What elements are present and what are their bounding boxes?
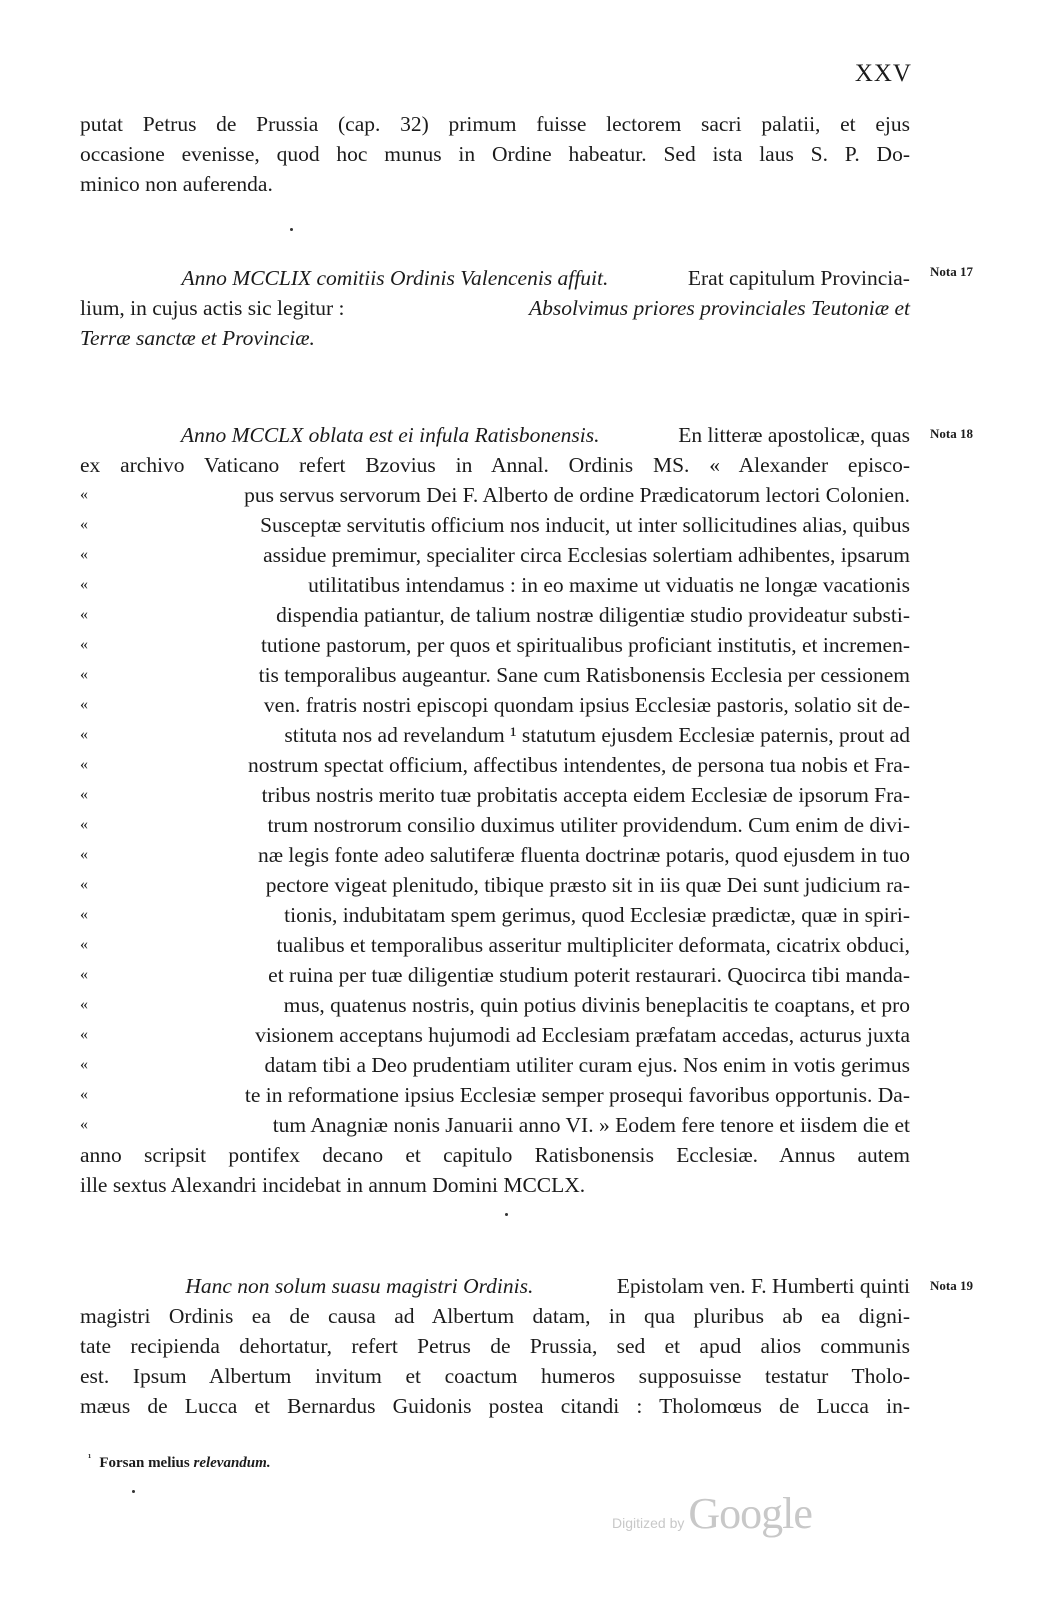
ink-speck — [505, 1213, 508, 1216]
text-run: Erat capitulum Provincia- — [687, 266, 910, 290]
text-run: pectore vigeat plenitudo, tibique præsto sit in iis quæ Dei sunt judicium ra- — [265, 873, 910, 897]
text-line — [80, 600, 910, 630]
text-run: tis temporalibus augeantur. Sane cum Ratisbonensis Ecclesia per cessionem — [258, 663, 910, 687]
text-run: stituta nos ad revelandum ¹ statutum ejusdem Ecclesiæ paternis, prout ad — [284, 723, 910, 747]
text-line — [80, 570, 910, 600]
text-run: nostrum spectat officium, affectibus intendentes, de persona tua nobis et Fra- — [248, 753, 910, 777]
paragraph-1 — [80, 109, 910, 199]
text-run: Epistolam ven. F. Humberti quinti — [616, 1274, 910, 1298]
google-logo: Google — [688, 1489, 812, 1538]
text-run: tutione pastorum, per quos et spiritualibus proficiant institutis, et incremen- — [260, 633, 910, 657]
quote-mark: « — [80, 1026, 88, 1043]
text-line — [80, 780, 910, 810]
text-run: visionem acceptans hujumodi ad Ecclesiam præfatam accedas, acturus juxta — [255, 1023, 910, 1047]
footnote-italic: relevandum. — [193, 1455, 271, 1471]
text-run: En litteræ apostolicæ, quas — [678, 423, 910, 447]
lemma: Anno MCCLIX comitiis Ordinis Valencenis affuit. — [181, 266, 609, 290]
text-run: tualibus et temporalibus asseritur multipliciter deformata, cicatrix obduci, — [276, 933, 910, 957]
text-line — [80, 960, 910, 990]
lemma: Anno MCCLX oblata est ei infula Ratisbonensis. — [180, 423, 600, 447]
ink-speck — [290, 228, 293, 231]
text-run: Terræ sanctæ et Provinciæ. — [80, 326, 315, 350]
text-line — [80, 293, 910, 323]
quote-mark: « — [80, 1056, 88, 1073]
quote-mark: « — [80, 636, 88, 653]
footnote — [88, 1452, 271, 1472]
quote-mark: « — [80, 936, 88, 953]
ink-speck — [132, 1490, 135, 1493]
text-line — [80, 630, 910, 660]
quote-mark: « — [80, 696, 88, 713]
text-line: putat Petrus de Prussia (cap. 32) primum fuisse lectorem sacri palatii, et ejus — [80, 112, 910, 136]
text-run: assidue premimur, specialiter circa Ecclesias solertiam adhibentes, ipsarum — [263, 543, 910, 567]
text-run: lium, in cujus actis sic legitur : — [80, 296, 345, 320]
text-line: mæus de Lucca et Bernardus Guidonis postea citandi : Tholomœus de Lucca in- — [80, 1394, 910, 1418]
text-line: est. Ipsum Albertum invitum et coactum humeros supposuisse testatur Tholo- — [80, 1364, 910, 1388]
text-line — [80, 840, 910, 870]
text-run: Absolvimus priores provinciales Teutoniæ et — [528, 296, 910, 320]
quote-mark: « — [80, 516, 88, 533]
text-line — [80, 870, 910, 900]
quote-mark: « — [80, 576, 88, 593]
quoted-letter — [80, 450, 910, 1200]
text-run: utilitatibus intendamus : in eo maxime ut viduatis ne longæ vacationis — [308, 573, 910, 597]
text-line — [80, 1110, 910, 1140]
text-line — [80, 1271, 910, 1301]
text-run: trum nostrorum consilio duximus utiliter providendum. Cum enim de divi- — [267, 813, 910, 837]
quote-mark: « — [80, 486, 88, 503]
text-run: dispendia patiantur, de talium nostræ diligentiæ studio provideatur substi- — [276, 603, 910, 627]
quote-mark: « — [80, 966, 88, 983]
text-line — [80, 750, 910, 780]
text-line — [80, 510, 910, 540]
text-run: Susceptæ servitutis officium nos inducit, ut inter sollicitudines alias, quibus — [260, 513, 910, 537]
text-run: tum Anagniæ nonis Januarii anno VI. » Eodem fere tenore et iisdem die et — [272, 1113, 910, 1137]
quote-mark: « — [80, 666, 88, 683]
text-line — [80, 420, 910, 450]
paragraph-3 — [80, 420, 910, 1200]
text-line — [80, 323, 910, 353]
footnote-text: Forsan melius — [99, 1455, 190, 1471]
text-line — [80, 810, 910, 840]
text-line — [80, 263, 910, 293]
text-line: occasione evenisse, quod hoc munus in Ordine habeatur. Sed ista laus S. P. Do- — [80, 142, 910, 166]
digitized-watermark — [612, 1488, 812, 1539]
quote-mark: « — [80, 786, 88, 803]
quote-mark: « — [80, 726, 88, 743]
text-line: minico non auferenda. — [80, 172, 273, 196]
quote-mark: « — [80, 906, 88, 923]
text-line — [80, 690, 910, 720]
text-line — [80, 660, 910, 690]
paragraph-4 — [80, 1271, 910, 1421]
watermark-small: Digitized by — [612, 1515, 685, 1531]
page-number: XXV — [854, 60, 912, 87]
text-run: et ruina per tuæ diligentiæ studium poterit restaurari. Quocirca tibi manda- — [268, 963, 910, 987]
text-line — [80, 1140, 910, 1170]
text-run: ille sextus Alexandri incidebat in annum Domini MCCLX. — [80, 1173, 586, 1197]
quote-mark: « — [80, 546, 88, 563]
quote-mark: « — [80, 1086, 88, 1103]
text-run: næ legis fonte adeo salutiferæ fluenta doctrinæ potaris, quod ejusdem in tuo — [257, 843, 910, 867]
text-line — [80, 930, 910, 960]
quote-mark: « — [80, 816, 88, 833]
side-note-19: Nota 19 — [930, 1278, 973, 1293]
text-line — [80, 480, 910, 510]
quote-mark: « — [80, 1116, 88, 1133]
text-run: datam tibi a Deo prudentiam utiliter curam ejus. Nos enim in votis gerimus — [264, 1053, 910, 1077]
text-line — [80, 450, 910, 480]
text-line — [80, 1050, 910, 1080]
paragraph-2 — [80, 263, 910, 353]
text-line — [80, 540, 910, 570]
text-line — [80, 1080, 910, 1110]
text-run: mus, quatenus nostris, quin potius divinis beneplacitis te coaptans, et pro — [283, 993, 910, 1017]
quote-mark: « — [80, 876, 88, 893]
text-line — [80, 990, 910, 1020]
text-run: pus servus servorum Dei F. Alberto de ordine Prædicatorum lectori Colonien. — [244, 483, 910, 507]
text-line — [80, 1020, 910, 1050]
text-run: ven. fratris nostri episcopi quondam ipsius Ecclesiæ pastoris, solatio sit de- — [263, 693, 910, 717]
lemma: Hanc non solum suasu magistri Ordinis. — [185, 1274, 534, 1298]
quote-mark: « — [80, 756, 88, 773]
text-line: magistri Ordinis ea de causa ad Albertum datam, in qua pluribus ab ea digni- — [80, 1304, 910, 1328]
quote-mark: « — [80, 846, 88, 863]
text-run: anno scripsit pontifex decano et capitulo Ratisbonensis Ecclesiæ. Annus autem — [80, 1143, 910, 1167]
text-line — [80, 720, 910, 750]
text-run: te in reformatione ipsius Ecclesiæ semper prosequi favoribus opportunis. Da- — [244, 1083, 910, 1107]
quote-mark: « — [80, 996, 88, 1013]
text-run: tionis, indubitatam spem gerimus, quod Ecclesiæ prædictæ, quæ in spiri- — [284, 903, 910, 927]
quote-mark: « — [80, 606, 88, 623]
text-line — [80, 900, 910, 930]
side-note-17: Nota 17 — [930, 264, 973, 279]
text-line: tate recipienda dehortatur, refert Petrus de Prussia, sed et apud alios communis — [80, 1334, 910, 1358]
side-note-18: Nota 18 — [930, 426, 973, 441]
footnote-mark: ¹ — [88, 1452, 92, 1464]
text-run: tribus nostris merito tuæ probitatis accepta eidem Ecclesiæ de ipsorum Fra- — [261, 783, 910, 807]
text-run: ex archivo Vaticano refert Bzovius in Annal. Ordinis MS. « Alexander episco- — [80, 453, 910, 477]
text-line — [80, 1170, 910, 1200]
